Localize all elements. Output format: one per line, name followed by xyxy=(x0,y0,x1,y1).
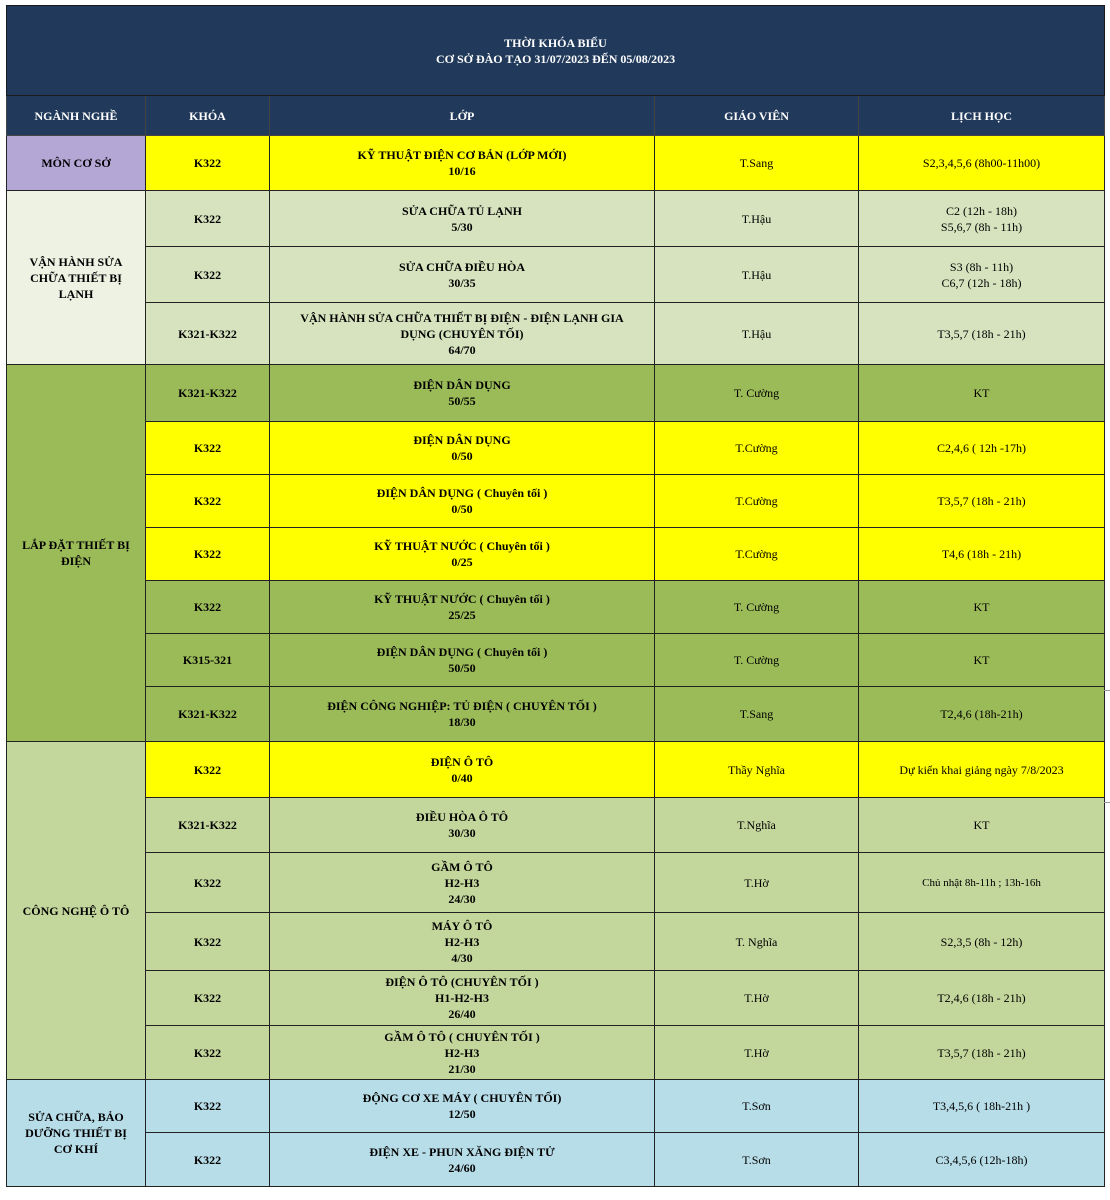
khoa-value: K322 xyxy=(193,1152,222,1167)
page-title xyxy=(7,6,1105,96)
khoa-value: K322 xyxy=(193,991,222,1005)
giao-vien-cell xyxy=(655,913,859,971)
table-row xyxy=(7,798,1105,853)
lop-line: 50/55 xyxy=(448,394,476,408)
khoa-cell xyxy=(146,581,270,634)
lich-hoc-cell xyxy=(859,136,1105,191)
lich-hoc-line: KT xyxy=(973,818,990,832)
lop-line: 30/30 xyxy=(448,826,476,840)
giao-vien-cell xyxy=(655,528,859,581)
giao-vien-cell xyxy=(655,247,859,303)
khoa-value: K322 xyxy=(193,934,222,949)
khoa-cell xyxy=(146,136,270,191)
lop-line: 64/70 xyxy=(448,342,476,357)
table-row xyxy=(7,581,1105,634)
lop-cell xyxy=(270,913,655,971)
giao-vien-value: Thầy Nghĩa xyxy=(728,762,785,777)
lop-cell xyxy=(270,475,655,528)
lop-cell xyxy=(270,1026,655,1080)
lop-line: 10/16 xyxy=(448,164,476,178)
table-row xyxy=(7,422,1105,475)
schedule-table xyxy=(6,5,1105,1187)
lich-hoc-cell xyxy=(859,247,1105,303)
lop-line: ĐIỀU HÒA Ô TÔ xyxy=(415,810,509,824)
title-line-2: CƠ SỞ ĐÀO TẠO 31/07/2023 ĐẾN 05/08/2023 xyxy=(435,51,676,66)
lich-hoc-cell xyxy=(859,365,1105,422)
lich-hoc-line: C2,4,6 ( 12h -17h) xyxy=(937,441,1026,455)
lop-line: 0/25 xyxy=(451,555,473,569)
giao-vien-cell xyxy=(655,581,859,634)
lich-hoc-line: T2,4,6 (18h-21h) xyxy=(940,707,1023,721)
lich-hoc-cell xyxy=(859,528,1105,581)
table-row xyxy=(7,247,1105,303)
lich-hoc-line: S5,6,7 (8h - 11h) xyxy=(940,219,1023,234)
khoa-cell xyxy=(146,687,270,742)
lop-cell xyxy=(270,634,655,687)
title-line-1: THỜI KHÓA BIỂU xyxy=(504,35,607,50)
giao-vien-cell xyxy=(655,191,859,247)
lop-line: ĐIỆN Ô TÔ (CHUYÊN TỐI ) xyxy=(385,975,539,989)
header-khoa: KHÓA xyxy=(146,96,270,136)
khoa-cell xyxy=(146,742,270,798)
table-row xyxy=(7,687,1105,742)
khoa-value: K322 xyxy=(193,211,222,226)
lop-line: 4/30 xyxy=(451,950,473,965)
schedule-body xyxy=(7,136,1105,1187)
lich-hoc-line: S3 (8h - 11h) xyxy=(949,259,1014,274)
lich-hoc-cell xyxy=(859,913,1105,971)
lich-hoc-cell xyxy=(859,303,1105,365)
lop-cell xyxy=(270,1080,655,1133)
group-name-cell xyxy=(7,365,146,742)
lop-line: 21/30 xyxy=(448,1061,476,1076)
lop-cell xyxy=(270,422,655,475)
khoa-value: K322 xyxy=(193,600,222,614)
lop-cell xyxy=(270,581,655,634)
lop-line: ĐIỆN DÂN DỤNG ( Chuyên tối ) xyxy=(376,486,548,500)
cell-edge-mark xyxy=(1104,690,1110,691)
lop-line: ĐỘNG CƠ XE MÁY ( CHUYÊN TỐI) xyxy=(362,1091,562,1105)
lop-cell xyxy=(270,1133,655,1187)
table-row xyxy=(7,634,1105,687)
lop-line: SỬA CHỮA ĐIỀU HÒA xyxy=(398,259,526,274)
table-row xyxy=(7,475,1105,528)
khoa-value: K322 xyxy=(193,494,222,508)
table-row xyxy=(7,971,1105,1026)
khoa-cell xyxy=(146,528,270,581)
lich-hoc-cell xyxy=(859,634,1105,687)
giao-vien-value: T.Hờ xyxy=(744,1045,769,1060)
lich-hoc-line: C3,4,5,6 (12h-18h) xyxy=(935,1152,1028,1167)
lich-hoc-cell xyxy=(859,191,1105,247)
lop-line: 50/50 xyxy=(448,661,476,675)
khoa-cell xyxy=(146,475,270,528)
lop-cell xyxy=(270,971,655,1026)
khoa-cell xyxy=(146,191,270,247)
lop-cell xyxy=(270,687,655,742)
lop-line: H2-H3 xyxy=(444,875,480,890)
lop-line: 0/40 xyxy=(451,770,473,785)
lich-hoc-line: S2,3,4,5,6 (8h00-11h00) xyxy=(922,156,1041,170)
lich-hoc-cell xyxy=(859,1133,1105,1187)
giao-vien-cell xyxy=(655,365,859,422)
giao-vien-cell xyxy=(655,742,859,798)
lop-line: ĐIỆN XE - PHUN XĂNG ĐIỆN TỬ xyxy=(369,1144,555,1159)
lich-hoc-cell xyxy=(859,475,1105,528)
khoa-value: K322 xyxy=(193,547,222,561)
giao-vien-cell xyxy=(655,687,859,742)
lich-hoc-line: S2,3,5 (8h - 12h) xyxy=(940,934,1023,949)
khoa-value: K322 xyxy=(193,441,222,455)
giao-vien-cell xyxy=(655,1080,859,1133)
table-row xyxy=(7,853,1105,913)
lop-line: 26/40 xyxy=(448,1007,476,1021)
cell-edge-mark xyxy=(1104,802,1110,803)
lich-hoc-line: KT xyxy=(973,653,990,667)
khoa-cell xyxy=(146,634,270,687)
header-lop: LỚP xyxy=(270,96,655,136)
group-name: VẬN HÀNH SỬA CHỮA THIẾT BỊ LẠNH xyxy=(29,254,123,301)
lich-hoc-line: T2,4,6 (18h - 21h) xyxy=(937,991,1026,1005)
lich-hoc-line: KT xyxy=(973,600,990,614)
giao-vien-cell xyxy=(655,475,859,528)
lich-hoc-cell xyxy=(859,422,1105,475)
giao-vien-value: T. Nghĩa xyxy=(735,934,778,949)
lop-cell xyxy=(270,136,655,191)
giao-vien-cell xyxy=(655,971,859,1026)
giao-vien-cell xyxy=(655,303,859,365)
table-row xyxy=(7,1133,1105,1187)
giao-vien-cell xyxy=(655,798,859,853)
giao-vien-value: T. Cường xyxy=(733,653,780,667)
lop-line: 24/30 xyxy=(448,891,476,906)
lop-cell xyxy=(270,247,655,303)
lich-hoc-line: Chủ nhật 8h-11h ; 13h-16h xyxy=(922,876,1041,889)
khoa-value: K322 xyxy=(193,762,222,777)
table-row xyxy=(7,1026,1105,1080)
giao-vien-value: T. Cường xyxy=(733,600,780,614)
khoa-value: K322 xyxy=(193,875,222,890)
lop-line: GẦM Ô TÔ xyxy=(431,859,493,874)
giao-vien-value: T.Sang xyxy=(739,707,774,721)
khoa-cell xyxy=(146,798,270,853)
table-row xyxy=(7,913,1105,971)
lop-cell xyxy=(270,365,655,422)
giao-vien-value: T.Sơn xyxy=(742,1152,771,1167)
khoa-value: K322 xyxy=(193,156,222,170)
header-lich-hoc: LỊCH HỌC xyxy=(859,96,1105,136)
group-name-cell xyxy=(7,742,146,1080)
lop-line: 18/30 xyxy=(448,715,476,729)
table-row xyxy=(7,136,1105,191)
khoa-value: K315-321 xyxy=(182,653,233,667)
table-row xyxy=(7,191,1105,247)
khoa-cell xyxy=(146,365,270,422)
lich-hoc-cell xyxy=(859,687,1105,742)
lich-hoc-cell xyxy=(859,581,1105,634)
lop-line: 25/25 xyxy=(448,608,476,622)
lich-hoc-line: Dự kiến khai giảng ngày 7/8/2023 xyxy=(899,762,1064,777)
group-name: SỬA CHỮA, BẢO DƯỠNG THIẾT BỊ CƠ KHÍ xyxy=(25,1110,127,1156)
table-row xyxy=(7,528,1105,581)
lop-line: ĐIỆN CÔNG NGHIỆP: TỦ ĐIỆN ( CHUYÊN TỐI ) xyxy=(327,699,597,713)
khoa-value: K322 xyxy=(193,1099,222,1113)
lich-hoc-line: T3,5,7 (18h - 21h) xyxy=(937,326,1026,341)
lop-line: ĐIỆN DÂN DỤNG xyxy=(413,378,511,392)
giao-vien-value: T.Nghĩa xyxy=(737,818,776,832)
lop-line: H1-H2-H3 xyxy=(435,991,489,1005)
lop-line: 12/50 xyxy=(448,1107,476,1121)
giao-vien-cell xyxy=(655,422,859,475)
lop-line: 24/60 xyxy=(448,1160,476,1175)
table-row xyxy=(7,365,1105,422)
lop-cell xyxy=(270,798,655,853)
giao-vien-cell xyxy=(655,136,859,191)
lop-line: KỸ THUẬT NƯỚC ( Chuyên tối ) xyxy=(374,539,550,553)
group-name-cell xyxy=(7,191,146,365)
khoa-cell xyxy=(146,247,270,303)
giao-vien-value: T.Cường xyxy=(735,494,778,508)
group-name: MÔN CƠ SỞ xyxy=(41,156,111,170)
giao-vien-cell xyxy=(655,1133,859,1187)
lop-cell xyxy=(270,742,655,798)
lop-line: ĐIỆN DÂN DỤNG xyxy=(413,433,511,447)
giao-vien-value: T.Hậu xyxy=(741,326,772,341)
lop-cell xyxy=(270,303,655,365)
lich-hoc-line: KT xyxy=(973,386,990,400)
header-giao-vien: GIÁO VIÊN xyxy=(655,96,859,136)
schedule-sheet xyxy=(6,5,1104,1187)
lop-cell xyxy=(270,191,655,247)
lop-line: ĐIỆN DÂN DỤNG ( Chuyên tối ) xyxy=(376,645,548,659)
khoa-cell xyxy=(146,422,270,475)
lich-hoc-line: T4,6 (18h - 21h) xyxy=(941,547,1022,561)
lich-hoc-line: T3,5,7 (18h - 21h) xyxy=(937,1045,1026,1060)
giao-vien-cell xyxy=(655,1026,859,1080)
giao-vien-value: T.Hậu xyxy=(741,211,772,226)
lich-hoc-line: C6,7 (12h - 18h) xyxy=(941,275,1022,290)
lich-hoc-cell xyxy=(859,971,1105,1026)
lich-hoc-cell xyxy=(859,1080,1105,1133)
khoa-value: K321-K322 xyxy=(178,818,237,832)
lop-line: KỸ THUẬT ĐIỆN CƠ BẢN (LỚP MỚI) xyxy=(357,148,567,162)
group-name: LẮP ĐẶT THIẾT BỊ ĐIỆN xyxy=(22,538,130,568)
table-row xyxy=(7,1080,1105,1133)
lich-hoc-line: C2 (12h - 18h) xyxy=(946,203,1017,218)
khoa-value: K321-K322 xyxy=(178,386,237,400)
lop-line: ĐIỆN Ô TÔ xyxy=(430,754,494,769)
khoa-cell xyxy=(146,303,270,365)
giao-vien-value: T.Hờ xyxy=(744,875,769,890)
lop-line: GẦM Ô TÔ ( CHUYÊN TỐI ) xyxy=(384,1029,540,1044)
lop-cell xyxy=(270,528,655,581)
khoa-value: K322 xyxy=(193,267,222,282)
lich-hoc-cell xyxy=(859,853,1105,913)
lop-line: MÁY Ô TÔ xyxy=(431,918,493,933)
group-name-cell xyxy=(7,1080,146,1187)
lop-line: H2-H3 xyxy=(444,934,480,949)
lich-hoc-line: T3,4,5,6 ( 18h-21h ) xyxy=(932,1099,1031,1113)
lich-hoc-cell xyxy=(859,742,1105,798)
lich-hoc-line: T3,5,7 (18h - 21h) xyxy=(937,494,1026,508)
khoa-cell xyxy=(146,1080,270,1133)
giao-vien-value: T. Cường xyxy=(733,386,780,400)
giao-vien-value: T.Hờ xyxy=(744,991,769,1005)
lop-line: 30/35 xyxy=(448,275,476,290)
giao-vien-value: T.Cường xyxy=(735,441,778,455)
giao-vien-value: T.Sang xyxy=(739,156,774,170)
giao-vien-value: T.Sơn xyxy=(742,1099,771,1113)
khoa-cell xyxy=(146,1026,270,1080)
lop-line: SỬA CHỮA TỦ LẠNH xyxy=(402,203,522,218)
lop-line: KỸ THUẬT NƯỚC ( Chuyên tối ) xyxy=(374,592,550,606)
lop-cell xyxy=(270,853,655,913)
lich-hoc-cell xyxy=(859,798,1105,853)
giao-vien-value: T.Hậu xyxy=(741,267,772,282)
khoa-cell xyxy=(146,913,270,971)
lop-line: 0/50 xyxy=(451,502,473,516)
giao-vien-cell xyxy=(655,634,859,687)
lop-line: H2-H3 xyxy=(444,1045,480,1060)
khoa-cell xyxy=(146,1133,270,1187)
khoa-value: K321-K322 xyxy=(178,326,237,341)
lop-line: 0/50 xyxy=(451,449,473,463)
table-row xyxy=(7,303,1105,365)
lop-line: 5/30 xyxy=(451,219,473,234)
group-name-cell xyxy=(7,136,146,191)
table-row xyxy=(7,742,1105,798)
khoa-cell xyxy=(146,971,270,1026)
lich-hoc-cell xyxy=(859,1026,1105,1080)
header-nganh: NGÀNH NGHỀ xyxy=(7,96,146,136)
giao-vien-cell xyxy=(655,853,859,913)
lop-line: VẬN HÀNH SỬA CHỮA THIẾT BỊ ĐIỆN - ĐIỆN LẠNH GIA xyxy=(300,310,624,325)
khoa-value: K322 xyxy=(193,1045,222,1060)
giao-vien-value: T.Cường xyxy=(735,547,778,561)
group-name: CÔNG NGHỆ Ô TÔ xyxy=(22,903,130,918)
khoa-value: K321-K322 xyxy=(178,707,237,721)
lop-line: DỤNG (CHUYÊN TỐI) xyxy=(400,326,524,341)
khoa-cell xyxy=(146,853,270,913)
